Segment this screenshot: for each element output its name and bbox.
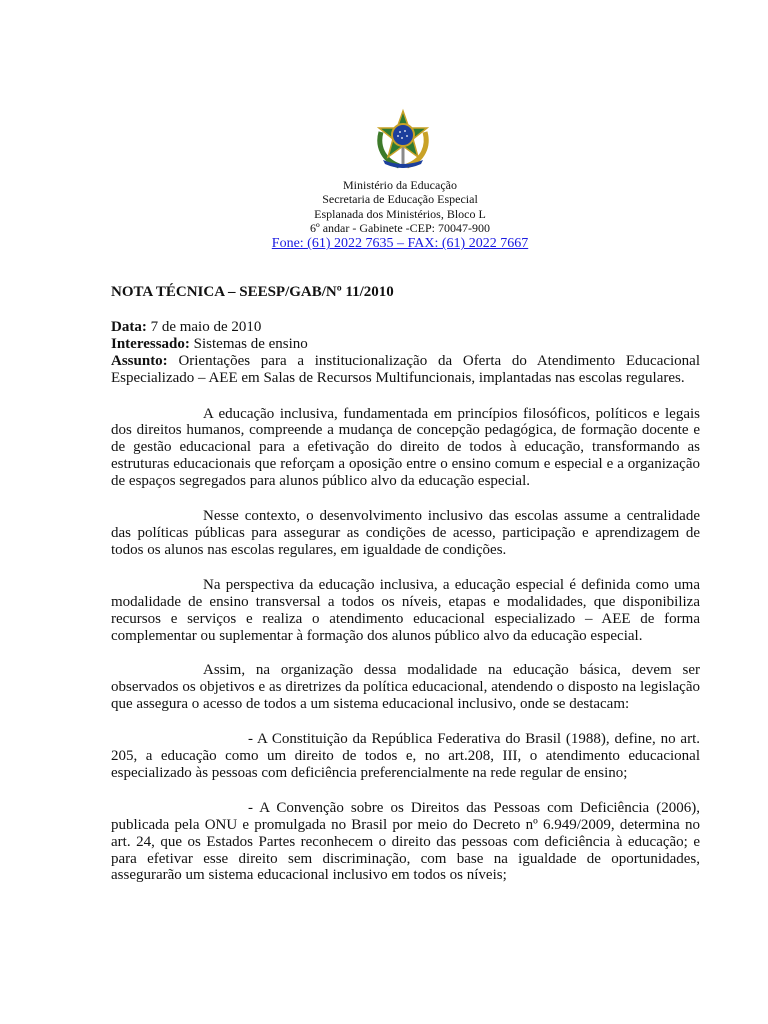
secretariat-name: Secretaria de Educação Especial [322, 192, 478, 207]
coat-of-arms-icon [371, 108, 435, 172]
paragraph: A educação inclusiva, fundamentada em princípios filosóficos, políticos e legais dos direitos humanos, compreende a mudança de concepção pedagógica, de formação docente e de gestão educacional para a efetivação do direito de todos à educação, transformando as estruturas educacionais que reforçam a oposição entre o ensino comum e especial e a organização de espaços segregados para alunos público alvo da educação especial. [111, 405, 700, 490]
date-label: Data: [111, 318, 147, 335]
subject-line [111, 353, 700, 387]
address-line: Esplanada dos Ministérios, Bloco L [314, 206, 486, 221]
subject-value: Orientações para a institucionalização da Oferta do Atendimento Educacional Especializado – AEE em Salas de Recursos Multifuncionais, implantadas nas escolas regulares. [111, 352, 701, 386]
document-meta [111, 319, 700, 387]
paragraph: Assim, na organização dessa modalidade na educação básica, devem ser observados os objetivos e as diretrizes da política educacional, atendendo o disposto na legislação que assegura o acesso de todos a um sistema educacional inclusivo, onde se destacam: [111, 662, 700, 713]
paragraph: Nesse contexto, o desenvolvimento inclusivo das escolas assume a centralidade das políticas públicas para assegurar as condições de acesso, participação e aprendizagem de todos os alunos nas escolas regulares, em igualdade de condições. [111, 508, 700, 558]
subject-label: Assunto: [111, 352, 168, 369]
date-value: 7 de maio de 2010 [150, 318, 262, 335]
interested-label: Interessado: [111, 335, 190, 352]
interested-value: Sistemas de ensino [193, 335, 308, 352]
document-body [111, 284, 700, 902]
document-title: NOTA TÉCNICA – SEESP/GAB/Nº 11/2010 [111, 284, 394, 300]
date-line [111, 319, 700, 336]
legislation-item: - A Convenção sobre os Direitos das Pessoas com Deficiência (2006), publicada pela ONU e promulgada no Brasil por meio do Decreto nº 6.949/2009, determina no art. 24, que os Estados Partes reconhecem o direito das pessoas com deficiência à educação; e para efetivar esse direito sem discriminação, com base na igualdade de oportunidades, assegurarão um sistema educacional inclusivo em todos os níveis; [111, 799, 700, 884]
interested-line [111, 336, 700, 353]
address-floor-line: 6º andar - Gabinete -CEP: 70047-900 [309, 220, 490, 235]
paragraph: Na perspectiva da educação inclusiva, a educação especial é definida como uma modalidade de ensino transversal a todos os níveis, etapas e modalidades, que disponibiliza recursos e serviços e realiza o atendimento educacional especializado – AEE de forma complementar ou suplementar à formação dos alunos público alvo da educação especial. [111, 576, 700, 644]
legislation-item: - A Constituição da República Federativa do Brasil (1988), define, no art. 205, a educação como um direito de todos e, no art.208, III, o atendimento educacional especializado às pessoas com deficiência preferencialmente na rede regular de ensino; [111, 731, 700, 781]
letterhead [200, 178, 600, 252]
contact-link[interactable]: Fone: (61) 2022 7635 – FAX: (61) 2022 7667 [271, 236, 529, 252]
ministry-name: Ministério da Educação [343, 178, 457, 192]
